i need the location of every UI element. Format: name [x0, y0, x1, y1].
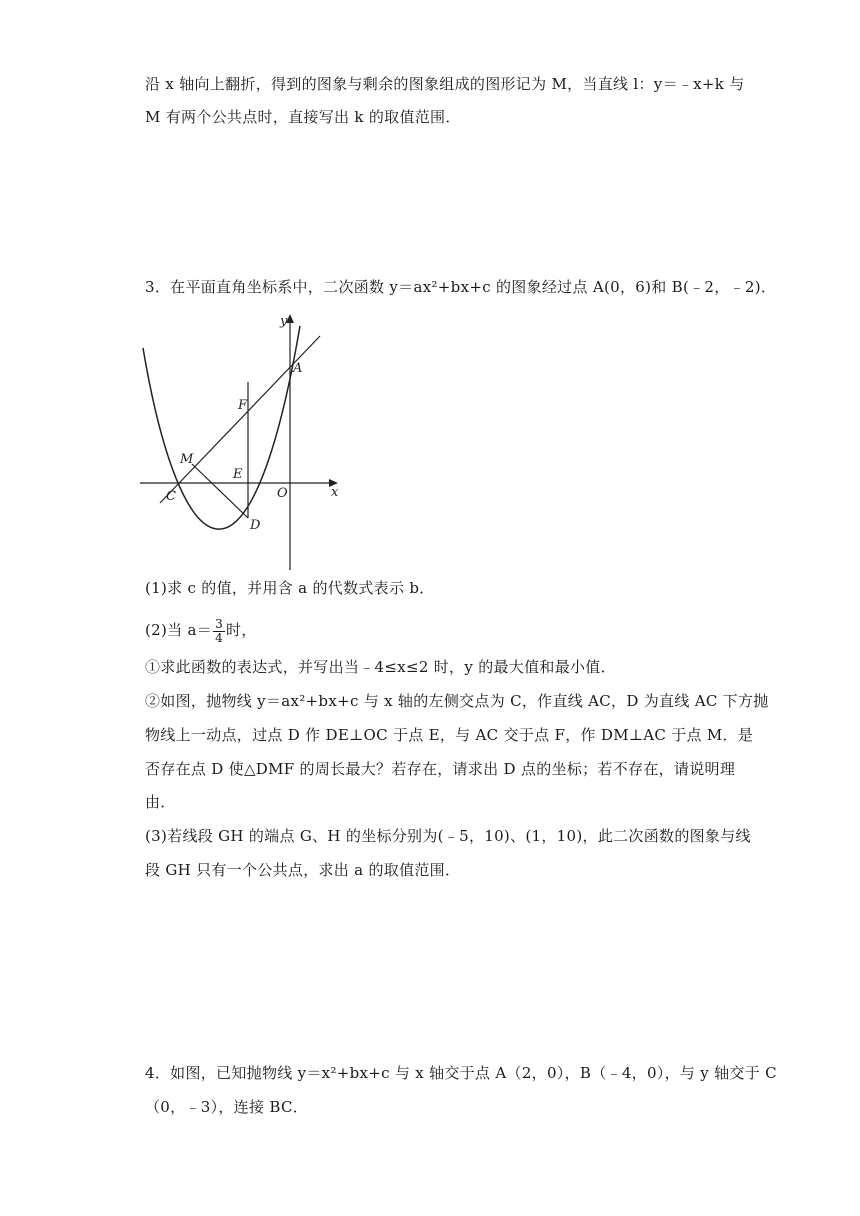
label-e: E: [233, 467, 243, 482]
problem-3-q2-part2-line4: 由．: [145, 793, 176, 811]
problem-4-line2: （0，﹣3），连接 BC．: [145, 1098, 309, 1116]
problem-4-line1: 4．如图，已知抛物线 y＝x²+bx+c 与 x 轴交于点 A（2，0），B（﹣4，0），与 y 轴交于 C: [145, 1064, 777, 1082]
fraction-numerator: 3: [215, 616, 223, 631]
fraction-denominator: 4: [215, 630, 223, 645]
problem-3-q2-part2-line2: 物线上一动点，过点 D 作 DE⊥OC 于点 E，与 AC 交于点 F，作 DM⊥AC 于点 M．是: [145, 726, 754, 744]
label-m: M: [180, 452, 194, 467]
problem-3-q2-part2-line3: 否存在点 D 使△DMF 的周长最大？若存在，请求出 D 点的坐标；若不存在，请说明理: [145, 760, 736, 778]
problem-3-q3-line1: (3)若线段 GH 的端点 G、H 的坐标分别为(﹣5，10)、(1，10)，此二次函数的图象与线: [145, 827, 751, 845]
problem-3-q2: [145, 615, 725, 645]
problem-3-stem: 3．在平面直角坐标系中，二次函数 y＝ax²+bx+c 的图象经过点 A(0，6)和 B(﹣2，﹣2)．: [145, 278, 777, 296]
fraction-three-quarters: [213, 618, 225, 645]
figure-svg: [140, 308, 370, 572]
p2-line-2: M 有两个公共点时，直接写出 k 的取值范围．: [145, 108, 461, 126]
p2-line-1: 沿 x 轴向上翻折，得到的图象与剩余的图象组成的图形记为 M，当直线 l：y＝﹣x+k 与: [145, 75, 745, 93]
label-x: x: [331, 485, 339, 500]
label-d: D: [250, 518, 261, 533]
label-c: C: [166, 489, 176, 504]
parabola-figure: [140, 308, 370, 572]
problem-3-q3-line2: 段 GH 只有一个公共点，求出 a 的取值范围．: [145, 861, 461, 879]
label-o: O: [277, 486, 288, 501]
problem-3-q2-part2-line1: ②如图，抛物线 y＝ax²+bx+c 与 x 轴的左侧交点为 C，作直线 AC，D 为直线 AC 下方抛: [145, 692, 769, 710]
label-y: y: [280, 314, 288, 329]
label-a: A: [293, 361, 303, 376]
problem-3-q2-part1: ①求此函数的表达式，并写出当﹣4≤x≤2 时，y 的最大值和最小值．: [145, 658, 616, 676]
q2-suffix: 时，: [226, 621, 257, 639]
q2-prefix: (2)当 a＝: [145, 621, 213, 639]
label-f: F: [238, 398, 248, 413]
problem-3-q1: (1)求 c 的值，并用含 a 的代数式表示 b．: [145, 579, 435, 597]
